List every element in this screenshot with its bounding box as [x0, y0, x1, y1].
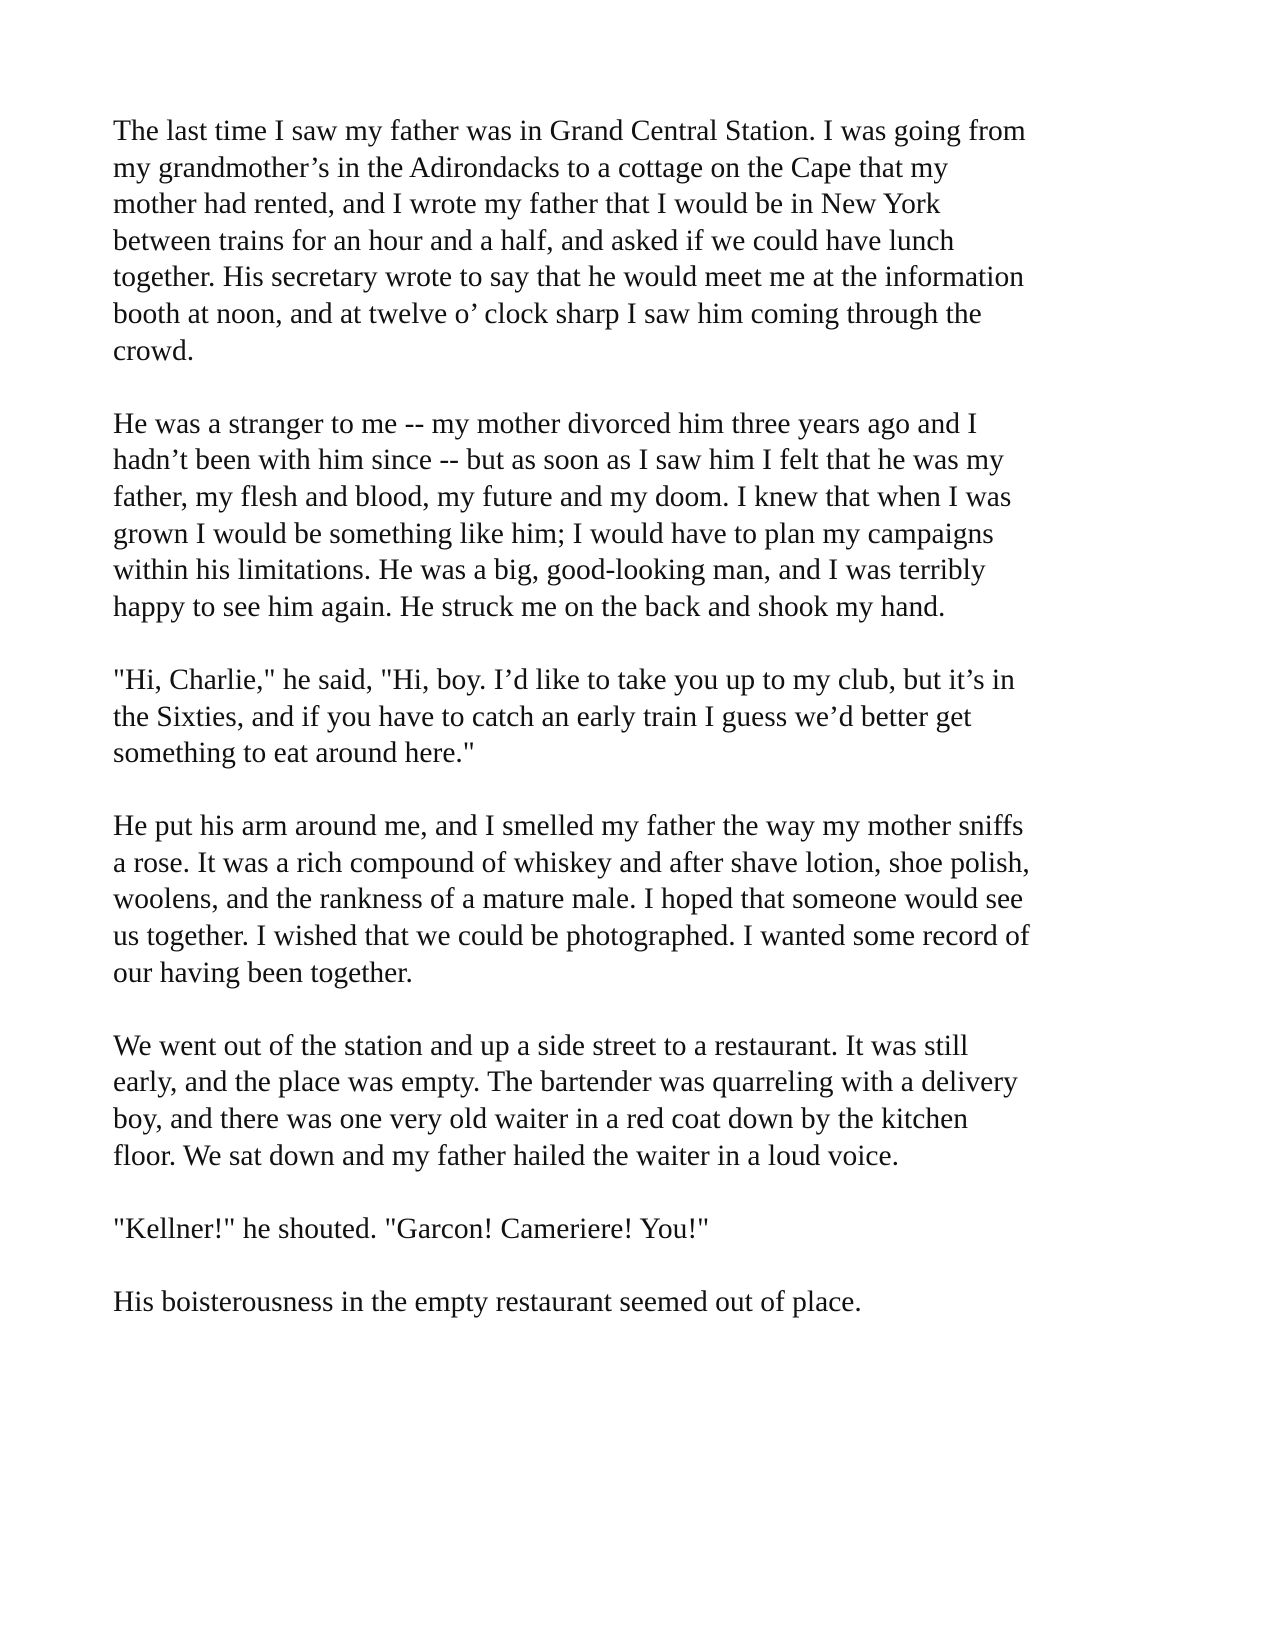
- paragraph-3: [113, 662, 1173, 772]
- text-line: together. His secretary wrote to say that he would meet me at the information: [113, 261, 1024, 294]
- text-line: hadn’t been with him since -- but as soon as I saw him I felt that he was my: [113, 444, 1004, 477]
- text-line: the Sixties, and if you have to catch an early train I guess we’d better get: [113, 700, 972, 733]
- text-line: early, and the place was empty. The bartender was quarreling with a delivery: [113, 1066, 1018, 1099]
- paragraph-7: [113, 1284, 1173, 1321]
- text-line: boy, and there was one very old waiter in a red coat down by the kitchen: [113, 1103, 968, 1136]
- text-line: our having been together.: [113, 956, 413, 989]
- text-line: "Hi, Charlie," he said, "Hi, boy. I’d like to take you up to my club, but it’s in: [113, 663, 1015, 696]
- text-line: His boisterousness in the empty restaurant seemed out of place.: [113, 1286, 862, 1318]
- paragraph-5: [113, 1028, 1173, 1174]
- text-line: The last time I saw my father was in Grand Central Station. I was going from: [113, 115, 1026, 147]
- text-line: woolens, and the rankness of a mature male. I hoped that someone would see: [113, 883, 1024, 916]
- text-line: crowd.: [113, 334, 195, 367]
- text-line: us together. I wished that we could be photographed. I wanted some record of: [113, 920, 1030, 953]
- text-line: He was a stranger to me -- my mother divorced him three years ago and I: [113, 407, 978, 440]
- text-line: He put his arm around me, and I smelled my father the way my mother sniffs: [113, 810, 1024, 843]
- text-line: father, my flesh and blood, my future and my doom. I knew that when I was: [113, 480, 1012, 513]
- text-line: something to eat around here.": [113, 737, 475, 770]
- text-line: booth at noon, and at twelve o’ clock sharp I saw him coming through the: [113, 297, 982, 330]
- paragraph-2: [113, 406, 1173, 626]
- paragraph-6: [113, 1211, 1173, 1248]
- paragraph-4: [113, 808, 1173, 991]
- text-line: mother had rented, and I wrote my father that I would be in New York: [113, 188, 941, 221]
- text-line: We went out of the station and up a side street to a restaurant. It was still: [113, 1029, 969, 1062]
- text-line: floor. We sat down and my father hailed the waiter in a loud voice.: [113, 1139, 899, 1172]
- text-line: "Kellner!" he shouted. "Garcon! Cameriere! You!": [113, 1212, 710, 1245]
- text-line: my grandmother’s in the Adirondacks to a cottage on the Cape that my: [113, 151, 949, 184]
- text-line: happy to see him again. He struck me on the back and shook my hand.: [113, 590, 946, 623]
- paragraph-1: [113, 113, 1173, 369]
- text-line: within his limitations. He was a big, good-looking man, and I was terribly: [113, 554, 986, 587]
- document-page: [113, 113, 1173, 1357]
- text-line: a rose. It was a rich compound of whiskey and after shave lotion, shoe polish,: [113, 846, 1030, 879]
- text-line: grown I would be something like him; I would have to plan my campaigns: [113, 517, 994, 550]
- text-line: between trains for an hour and a half, and asked if we could have lunch: [113, 224, 955, 257]
